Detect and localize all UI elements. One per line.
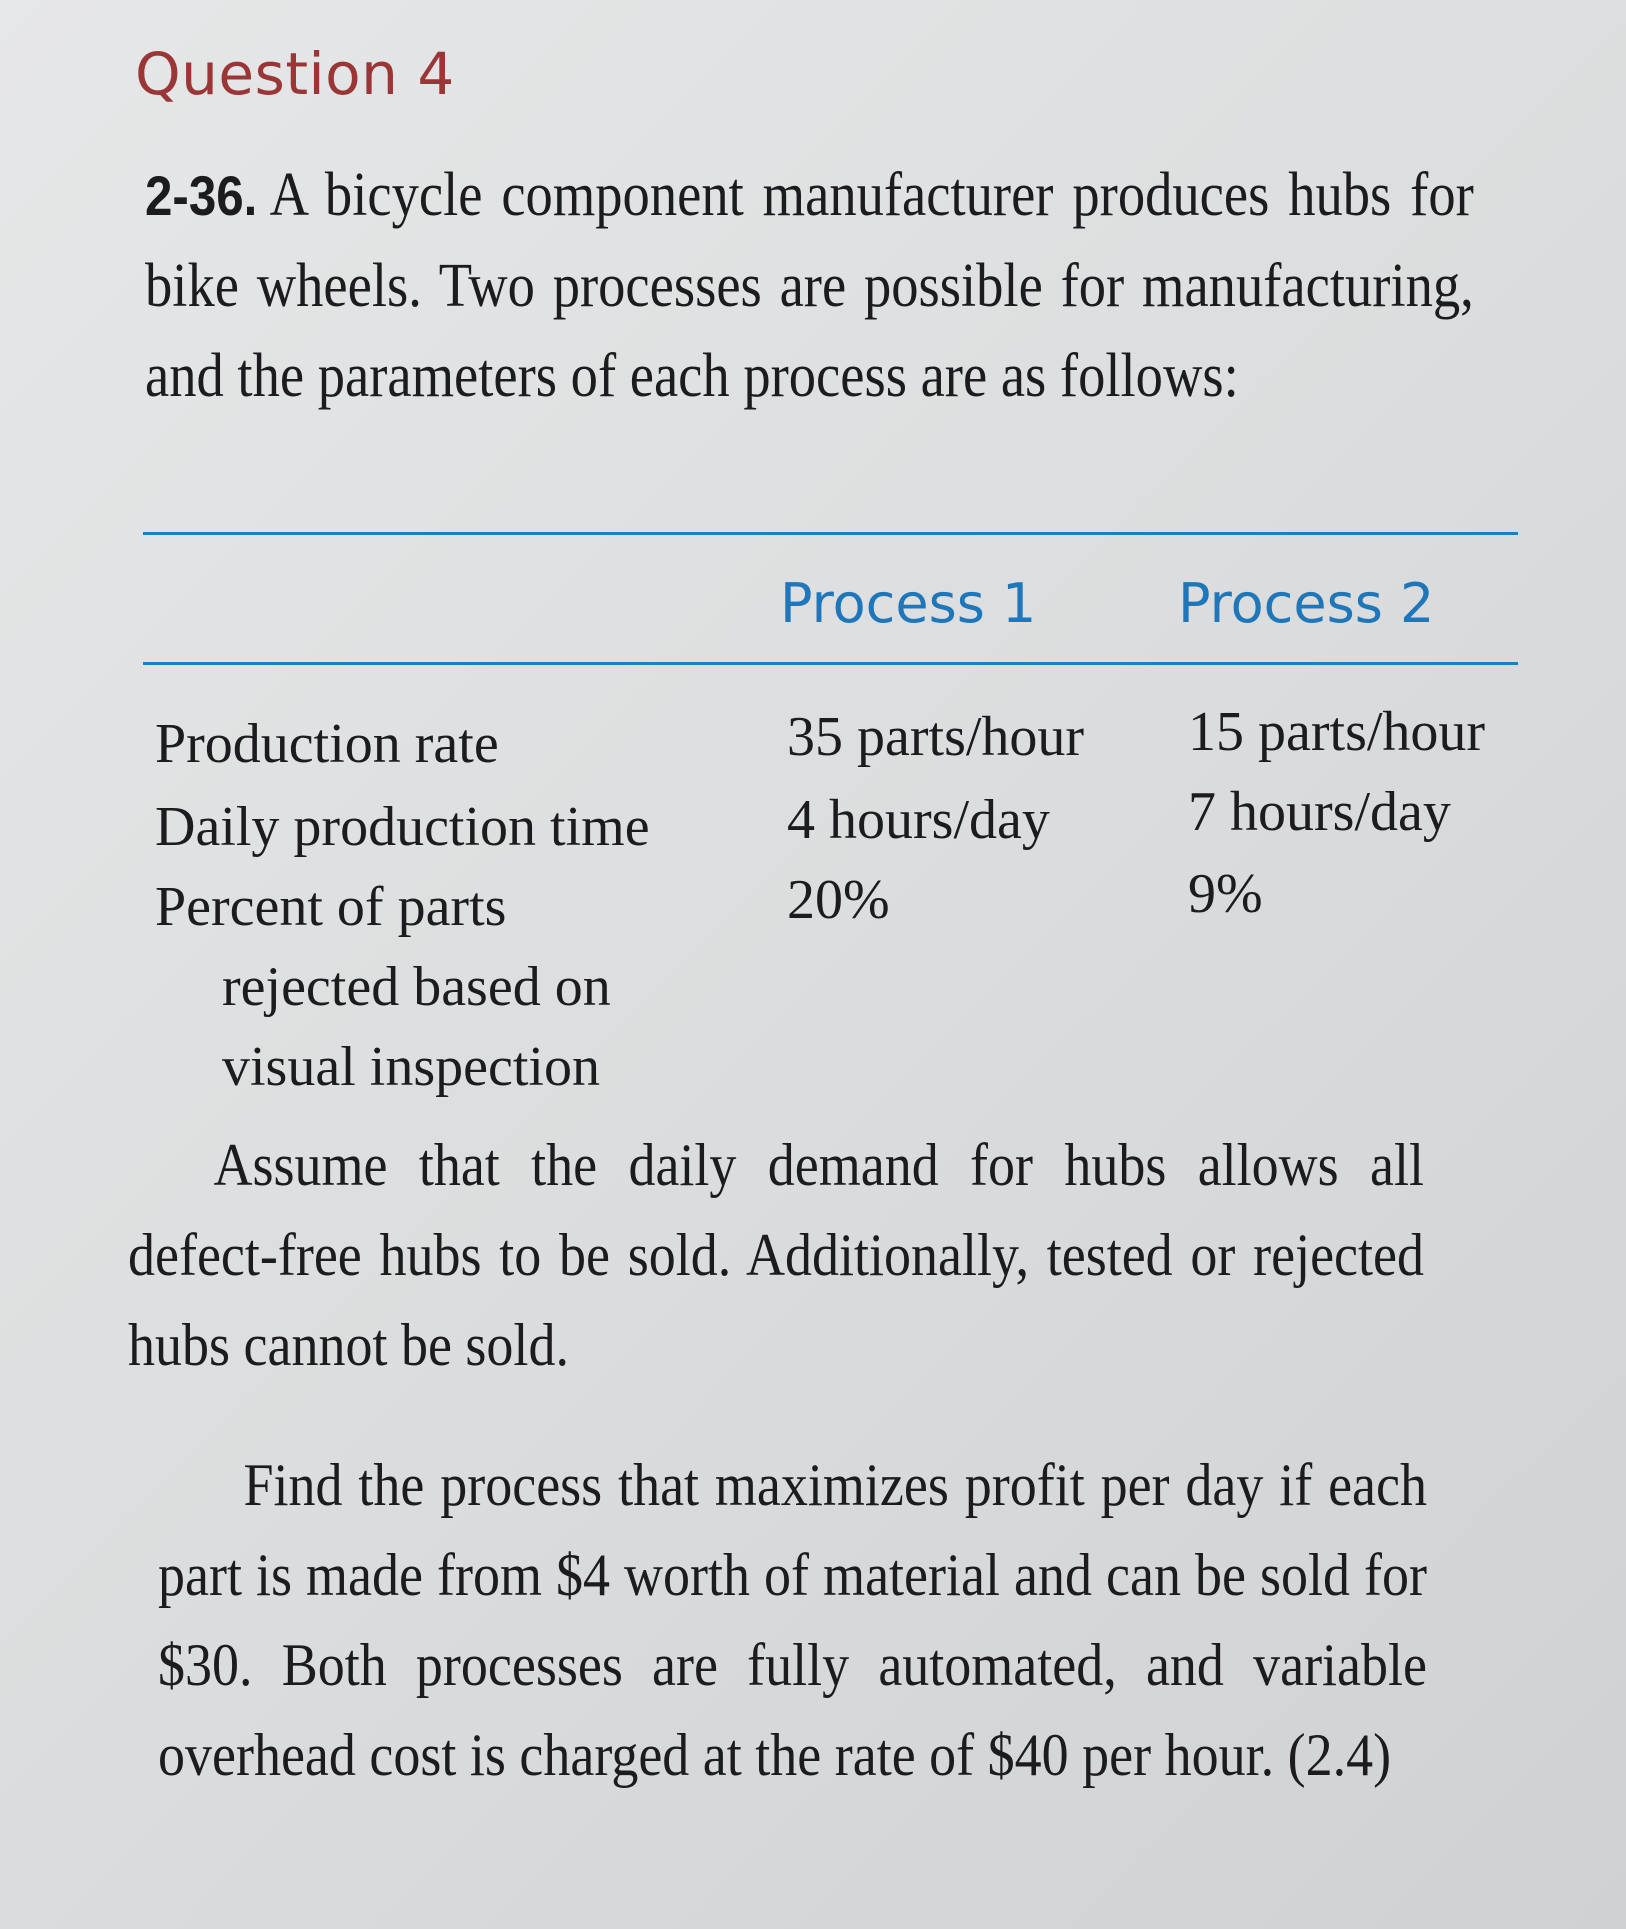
column-header-process-2: Process 2 [1178, 572, 1435, 635]
row-label-percent-rejected-line-1: Percent of parts [155, 876, 507, 938]
cell-percent-rejected-process-1: 20% [787, 869, 890, 931]
table-top-rule [143, 532, 1518, 535]
task-text: Find the process that maximizes profit per day if each part is made from $4 worth of material and can be sold for $30. Both processes are fully automated, and variable overhead cost is charged at the rate of $40 per hour. (2.4) [158, 1452, 1427, 1788]
task-paragraph [158, 1440, 1427, 1800]
column-header-process-1: Process 1 [780, 572, 1037, 635]
row-label-percent-rejected-line-3: visual inspection [222, 1036, 600, 1098]
cell-daily-production-time-process-2: 7 hours/day [1188, 781, 1451, 843]
cell-production-rate-process-1: 35 parts/hour [787, 706, 1085, 768]
table-header-rule [143, 662, 1518, 665]
question-title: Question 4 [135, 40, 455, 108]
problem-statement [145, 150, 1474, 421]
assumption-paragraph [128, 1120, 1424, 1390]
assumption-text: Assume that the daily demand for hubs allows all defect-free hubs to be sold. Additionally, tested or rejected hubs cannot be sold. [128, 1132, 1424, 1378]
cell-percent-rejected-process-2: 9% [1188, 863, 1263, 925]
row-label-percent-rejected-line-2: rejected based on [222, 956, 611, 1018]
row-label-production-rate: Production rate [155, 713, 499, 775]
cell-production-rate-process-2: 15 parts/hour [1188, 701, 1486, 763]
problem-intro: A bicycle component manufacturer produces hubs for bike wheels. Two processes are possible for manufacturing, and the parameters of each process are as follows: [145, 161, 1474, 410]
row-label-daily-production-time: Daily production time [155, 796, 650, 858]
cell-daily-production-time-process-1: 4 hours/day [787, 789, 1050, 851]
problem-number: 2-36. [145, 164, 258, 227]
